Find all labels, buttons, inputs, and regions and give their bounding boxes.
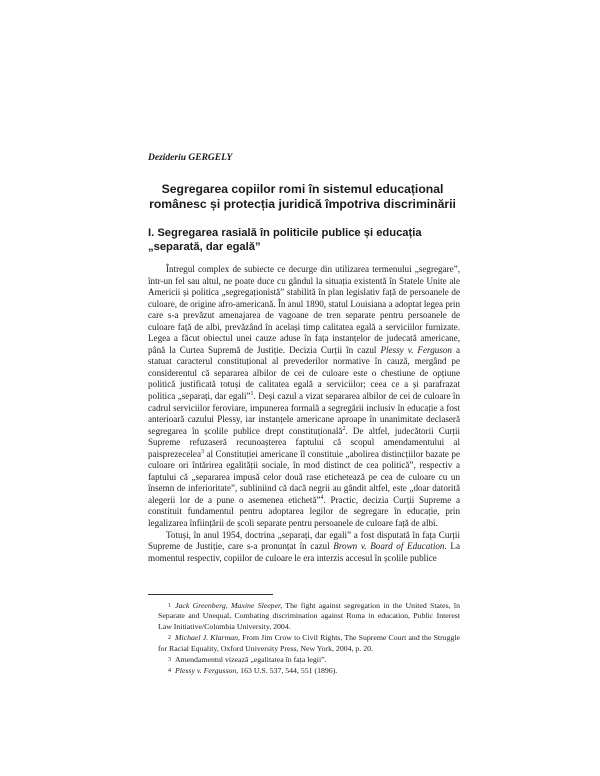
footnote-2 — [148, 633, 460, 654]
paragraph-1 — [148, 264, 460, 530]
footnote-1 — [148, 601, 460, 632]
body-text — [148, 264, 460, 564]
paragraph-text: . Practic, decizia Curții Supreme a constituit fundamentul pentru adoptarea legilor de segregare în educație, prin legalizarea înființării de școli separate pentru persoanele de culoare față de albi. — [148, 494, 460, 529]
case-name: Brown v. Board of Education — [333, 541, 445, 552]
footnotes — [148, 601, 460, 678]
paragraph-text: a statuat caracterul constituțional al prevederilor normative în cauză, mergând pe considerentul că separarea albilor de cei de culoare este o chestiune de opțiune politică justificată totuși de calitatea egală a serviciilor; ceea ce a și parafrazat politica „separați, dar egali” — [148, 344, 460, 402]
footnote-author: Jack Greenberg, Maxine Sleeper, — [175, 601, 283, 610]
paragraph-text: al Constituției americane îl constituie „abolirea distincțiilor bazate pe culoare ori întărirea egalității sociale, în mod distinct de cea politică”, respectiv a faptului că „separarea impusă celor două rase etichetează pe cea de culoare cu un însemn de inferioritate”, subliniind că dacă negrii au gândit altfel, este „doar datorită alegerii lor de a pune o asemenea etichetă” — [148, 448, 460, 505]
footnote-text: Amendamentul vizează „egalitatea în fața legii”. — [175, 655, 327, 665]
footnote-3 — [148, 655, 460, 665]
footnote-text: 163 U.S. 537, 544, 551 (1896). — [238, 666, 338, 676]
footnote-ref: 3 — [201, 448, 205, 455]
footnote-ref: 4 — [320, 494, 324, 501]
footnote-ref: 2 — [342, 425, 346, 432]
author-name: Dezideriu GERGELY — [148, 153, 233, 163]
paragraph-2 — [148, 530, 460, 565]
footnote-number: 2 — [168, 635, 171, 642]
paragraph-text: . La momentul respectiv, copiilor de culoare le era interzis accesul în școlile publice — [148, 541, 461, 563]
case-name: Plessy v. Ferguson — [380, 344, 452, 355]
article-title: Segregarea copiilor romi în sistemul educațional românesc și protecția juridică împotriva discriminării — [149, 182, 456, 211]
section-heading: I. Segregarea rasială în politicile publice și educația „separată, dar egală” — [148, 227, 422, 253]
paragraph-text: Totuși, în anul 1954, doctrina „separați, dar egali” a fost disputată în fața Curții Supreme de Justiție, care s-a pronunțat în cazul — [148, 529, 460, 552]
footnote-author: Michael J. Klarman, — [175, 633, 240, 643]
footnote-text: From Jim Crow to Civil Rights, The Supreme Court and the Struggle for Racial Equality, Oxford University Press, New York, 2004, p. 20. — [158, 633, 460, 653]
footnote-text: The fight against segregation in the United States, în Separate and Unequal, Combating discrimination against Roma in education, Public Interest Law Initiative/Columbia University, 2004. — [158, 601, 460, 631]
footnote-ref: 1 — [250, 390, 254, 397]
paragraph-text: . De altfel, judecătorii Curții Supreme refuzaseră recunoașterea faptului că scopul amendamentului al paisprezecelea — [148, 425, 461, 459]
footnote-separator — [148, 594, 273, 595]
footnote-number: 3 — [168, 657, 171, 664]
paragraph-text: Întregul complex de subiecte ce decurge din utilizarea termenului „segregare”, într-un fel sau altul, ne poate duce cu gândul la situația existentă în Statele Unite ale Americii și politica „segregaționistă” stabilită în plan legislativ față de persoanele de culoare, de origine afro-americană. În anul 1890, statul Louisiana a adoptat legea prin care s-a prevăzut amenajarea de vagoane de tren separate pentru persoanele de culoare față de albi, prevăzând în același timp calitatea egală a serviciilor furnizate. Legea a făcut obiectul unei cauze aduse în fața instanțelor de judecată americane, până la Curtea Supremă de Justiție. Decizia Curții în cazul — [148, 264, 460, 355]
footnote-author: Plessy v. Fergusson, — [175, 666, 239, 676]
paragraph-text: . Deși cazul a vizat separarea albilor de cei de culoare în cadrul serviciilor feroviare, impunerea formală a segregării inclusiv în educație a fost anterioară cazului Plessy, iar instanțele americane aproape în unanimitate declaseră segregarea în școlile publice drept constituțională — [148, 391, 461, 436]
footnote-number: 4 — [168, 668, 171, 675]
footnote-number: 1 — [168, 603, 171, 609]
footnote-4 — [148, 666, 460, 676]
